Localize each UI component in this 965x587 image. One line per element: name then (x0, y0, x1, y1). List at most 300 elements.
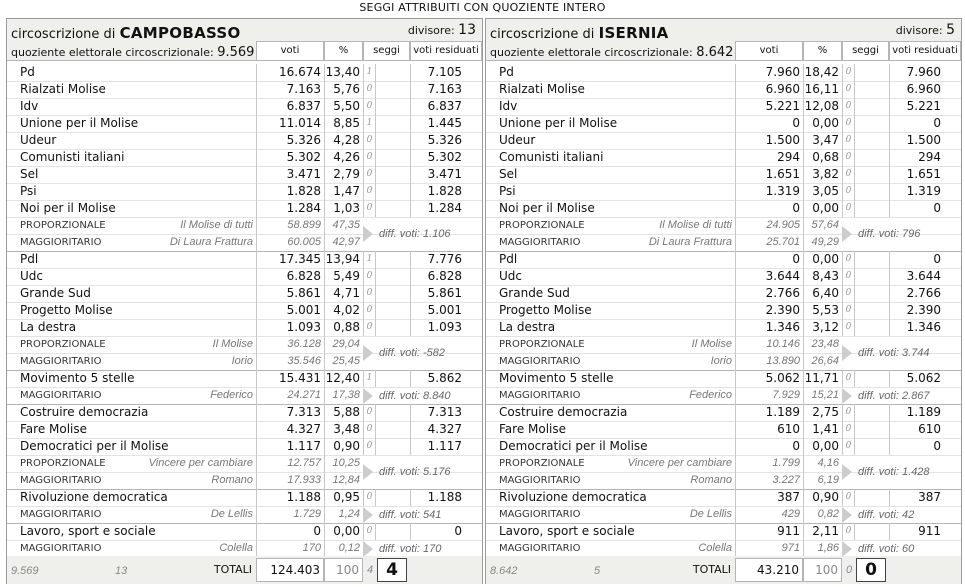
divisor-label: divisore: (895, 24, 947, 37)
seats-cell (842, 166, 889, 183)
coalition-type: MAGGIORITARIO (499, 543, 581, 554)
table-row (486, 370, 961, 387)
residual-votes: 911 (889, 523, 961, 540)
coalition-type: PROPORZIONALE (499, 339, 585, 350)
coalition-votes: 1.799 (735, 455, 803, 472)
coalition-label (7, 387, 256, 404)
votes-value: 3.644 (735, 268, 803, 285)
table-row (486, 149, 961, 166)
party-name: Rialzati Molise (20, 82, 106, 96)
table-row (7, 200, 482, 217)
seats-small: 0 (842, 489, 855, 506)
party-name: Rialzati Molise (499, 82, 585, 96)
seats-small: 0 (842, 302, 855, 319)
percent-value: 8,43 (803, 268, 842, 285)
party-name: Progetto Molise (499, 303, 592, 317)
seats-small: 0 (842, 421, 855, 438)
coalition-percent: 26,64 (803, 353, 842, 370)
party-name: Noi per il Molise (499, 201, 595, 215)
coalition-votes: 36.128 (256, 336, 324, 353)
percent-value: 13,40 (324, 64, 363, 81)
table-row (486, 183, 961, 200)
percent-value: 12,40 (324, 370, 363, 387)
table-row (7, 251, 482, 268)
votes-value: 5.062 (735, 370, 803, 387)
party-name: Unione per il Molise (499, 116, 618, 130)
vote-difference (842, 387, 962, 404)
votes-value: 4.327 (256, 421, 324, 438)
seats-small: 0 (842, 98, 855, 115)
seats-cell (363, 132, 410, 149)
seats-cell (363, 149, 410, 166)
percent-value: 0,00 (324, 523, 363, 540)
residual-votes: 0 (410, 523, 482, 540)
coalition-type: MAGGIORITARIO (499, 475, 581, 486)
votes-value: 294 (735, 149, 803, 166)
vote-difference-text: diff. voti: 796 (858, 228, 921, 240)
percent-value: 3,05 (803, 183, 842, 200)
coalition-type: MAGGIORITARIO (20, 356, 102, 367)
party-name: La destra (499, 320, 556, 334)
panel-campobasso (6, 18, 483, 584)
residual-votes: 5.062 (889, 370, 961, 387)
percent-value: 1,03 (324, 200, 363, 217)
votes-value: 5.221 (735, 98, 803, 115)
coalition-votes: 60.005 (256, 234, 324, 251)
seats-small: 0 (363, 489, 376, 506)
votes-value: 5.001 (256, 302, 324, 319)
votes-value: 2.390 (735, 302, 803, 319)
table-row (486, 421, 961, 438)
percent-value: 0,88 (324, 319, 363, 336)
vote-difference (363, 387, 483, 404)
coalition-type: MAGGIORITARIO (499, 390, 581, 401)
residual-votes: 1.093 (410, 319, 482, 336)
party-name: Pdl (499, 252, 518, 266)
votes-value: 1.319 (735, 183, 803, 200)
totals-seats: 0 (856, 558, 886, 582)
column-header-residuati: voti residuati (889, 41, 961, 60)
coalition-label (7, 353, 256, 370)
table-row (486, 98, 961, 115)
coalition-candidate: Federico (210, 389, 253, 401)
coalition-percent: 17,38 (324, 387, 363, 404)
seats-small: 0 (363, 319, 376, 336)
quotient (11, 45, 254, 60)
coalition-percent: 0,12 (324, 540, 363, 557)
percent-value: 2,79 (324, 166, 363, 183)
party-name: Rivoluzione democratica (499, 490, 647, 504)
party-name: Pdl (20, 252, 39, 266)
table-row (7, 489, 482, 506)
coalition-votes: 24.271 (256, 387, 324, 404)
table-row (7, 183, 482, 200)
votes-value: 6.960 (735, 81, 803, 98)
coalition-votes: 13.890 (735, 353, 803, 370)
party-name: Udeur (499, 133, 536, 147)
percent-value: 4,28 (324, 132, 363, 149)
votes-value: 7.313 (256, 404, 324, 421)
seats-cell (363, 438, 410, 455)
seats-small: 0 (842, 438, 855, 455)
coalition-label (486, 217, 735, 234)
seats-cell (363, 200, 410, 217)
party-name: Udc (499, 269, 522, 283)
residual-votes: 0 (889, 251, 961, 268)
table-row (7, 115, 482, 132)
district-prefix: circoscrizione di (490, 27, 599, 42)
coalition-percent: 29,04 (324, 336, 363, 353)
seats-cell (363, 489, 410, 506)
divisor-label: divisore: (407, 24, 459, 37)
district-name: ISERNIA (598, 24, 669, 42)
residual-votes: 7.105 (410, 64, 482, 81)
votes-value: 6.837 (256, 98, 324, 115)
table-row (486, 251, 961, 268)
table-row (486, 268, 961, 285)
coalition-percent: 10,25 (324, 455, 363, 472)
party-name: Fare Molise (499, 422, 567, 436)
coalition-candidate: Il Molise (691, 338, 732, 350)
table-row (486, 166, 961, 183)
seats-cell (363, 115, 410, 132)
divisor (408, 22, 476, 38)
seats-cell (842, 183, 889, 200)
footer-quotient: 9.569 (11, 565, 39, 577)
vote-difference-text: diff. voti: 541 (379, 508, 442, 521)
percent-value: 18,42 (803, 64, 842, 81)
coalition-label (486, 234, 735, 251)
seats-small: 1 (363, 115, 376, 132)
residual-votes: 5.001 (410, 302, 482, 319)
residual-votes: 5.302 (410, 149, 482, 166)
table-row (7, 421, 482, 438)
coalition-percent: 12,84 (324, 472, 363, 489)
party-name: Comunisti italiani (20, 150, 125, 164)
coalition-candidate: Federico (689, 389, 732, 401)
seats-cell (842, 285, 889, 302)
seats-small: 0 (842, 64, 855, 81)
seats-cell (842, 98, 889, 115)
votes-value: 1.188 (256, 489, 324, 506)
percent-value: 4,02 (324, 302, 363, 319)
coalition-label (7, 455, 256, 472)
coalition-votes: 10.146 (735, 336, 803, 353)
seats-small: 0 (363, 200, 376, 217)
seats-small: 0 (363, 268, 376, 285)
votes-value: 1.651 (735, 166, 803, 183)
seats-cell (842, 438, 889, 455)
residual-votes: 6.960 (889, 81, 961, 98)
coalition-votes: 170 (256, 540, 324, 557)
party-name: Progetto Molise (20, 303, 113, 317)
residual-votes: 7.776 (410, 251, 482, 268)
residual-votes: 1.284 (410, 200, 482, 217)
residual-votes: 2.766 (889, 285, 961, 302)
seats-cell (363, 302, 410, 319)
seats-small: 0 (363, 81, 376, 98)
seats-cell (363, 268, 410, 285)
table-row (486, 132, 961, 149)
party-name: Democratici per il Molise (499, 439, 648, 453)
party-name: Fare Molise (20, 422, 88, 436)
coalition-label (486, 387, 735, 404)
seats-cell (363, 421, 410, 438)
coalition-votes: 17.933 (256, 472, 324, 489)
seats-cell (363, 64, 410, 81)
seats-small: 0 (842, 251, 855, 268)
coalition-label (7, 472, 256, 489)
residual-votes: 1.828 (410, 183, 482, 200)
party-name: Grande Sud (499, 286, 570, 300)
votes-value: 15.431 (256, 370, 324, 387)
totals-percent: 100 (803, 558, 842, 582)
table-row (7, 268, 482, 285)
percent-value: 3,12 (803, 319, 842, 336)
party-name: Costruire democrazia (20, 405, 149, 419)
votes-value: 3.471 (256, 166, 324, 183)
column-header-perc: % (803, 41, 842, 60)
column-header-perc: % (324, 41, 363, 60)
table-row (7, 64, 482, 81)
seats-cell (842, 421, 889, 438)
table-row (7, 319, 482, 336)
seats-small: 0 (842, 200, 855, 217)
party-name: Movimento 5 stelle (20, 371, 135, 385)
table-row (486, 302, 961, 319)
residual-votes: 5.861 (410, 285, 482, 302)
percent-value: 3,47 (803, 132, 842, 149)
coalition-percent: 25,45 (324, 353, 363, 370)
coalition-type: PROPORZIONALE (20, 458, 106, 469)
party-name: Psi (20, 184, 37, 198)
residual-votes: 0 (889, 200, 961, 217)
party-name: Idv (20, 99, 39, 113)
panel-isernia (485, 18, 962, 584)
seats-small: 0 (842, 370, 855, 387)
totals-footer (7, 556, 482, 584)
seats-cell (842, 268, 889, 285)
residual-votes: 1.346 (889, 319, 961, 336)
residual-votes: 7.960 (889, 64, 961, 81)
residual-votes: 1.189 (889, 404, 961, 421)
seats-small: 0 (842, 166, 855, 183)
votes-value: 1.284 (256, 200, 324, 217)
seats-cell (842, 64, 889, 81)
percent-value: 0,00 (803, 200, 842, 217)
seats-small: 0 (363, 98, 376, 115)
residual-votes: 2.390 (889, 302, 961, 319)
divisor (896, 22, 955, 38)
totals-percent: 100 (324, 558, 363, 582)
party-name: Psi (499, 184, 516, 198)
coalition-votes: 35.546 (256, 353, 324, 370)
votes-value: 11.014 (256, 115, 324, 132)
footer-divisor: 13 (115, 565, 128, 577)
district-title (490, 24, 669, 44)
table-row (7, 523, 482, 540)
totals-label: TOTALI (213, 563, 252, 576)
coalition-candidate: Il Molise di tutti (180, 219, 253, 231)
votes-value: 911 (735, 523, 803, 540)
seats-cell (842, 489, 889, 506)
table-row (486, 115, 961, 132)
coalition-candidate: Iorio (231, 355, 253, 367)
votes-value: 7.960 (735, 64, 803, 81)
table-row (486, 404, 961, 421)
residual-votes: 3.644 (889, 268, 961, 285)
percent-value: 13,94 (324, 251, 363, 268)
residual-votes: 7.163 (410, 81, 482, 98)
coalition-type: MAGGIORITARIO (499, 356, 581, 367)
residual-votes: 610 (889, 421, 961, 438)
votes-value: 5.861 (256, 285, 324, 302)
seats-small: 1 (363, 370, 376, 387)
vote-difference (363, 217, 483, 251)
seats-cell (363, 183, 410, 200)
seats-small: 0 (842, 404, 855, 421)
coalition-percent: 57,64 (803, 217, 842, 234)
party-name: Comunisti italiani (499, 150, 604, 164)
seats-small: 0 (842, 132, 855, 149)
coalition-label (7, 506, 256, 523)
party-name: Sel (499, 167, 518, 181)
totals-seats-small: 4 (367, 564, 374, 576)
percent-value: 4,26 (324, 149, 363, 166)
header-divider (7, 60, 482, 61)
coalition-label (7, 540, 256, 557)
table-row (7, 81, 482, 98)
seats-cell (363, 166, 410, 183)
coalition-candidate: Romano (211, 474, 253, 486)
percent-value: 0,90 (324, 438, 363, 455)
votes-value: 0 (256, 523, 324, 540)
coalition-percent: 1,24 (324, 506, 363, 523)
table-row (486, 81, 961, 98)
percent-value: 11,71 (803, 370, 842, 387)
party-name: Movimento 5 stelle (499, 371, 614, 385)
seats-cell (363, 523, 410, 540)
vote-difference-text: diff. voti: -582 (379, 347, 446, 359)
table-row (486, 285, 961, 302)
vote-difference (363, 540, 483, 557)
votes-value: 0 (735, 251, 803, 268)
seats-small: 0 (363, 438, 376, 455)
seats-cell (842, 319, 889, 336)
vote-difference (363, 336, 483, 370)
party-name: Udeur (20, 133, 57, 147)
coalition-percent: 23,48 (803, 336, 842, 353)
party-name: Udc (20, 269, 43, 283)
seats-small: 1 (363, 251, 376, 268)
coalition-percent: 15,21 (803, 387, 842, 404)
residual-votes: 1.117 (410, 438, 482, 455)
seats-cell (842, 302, 889, 319)
coalition-label (486, 336, 735, 353)
percent-value: 0,68 (803, 149, 842, 166)
seats-small: 0 (363, 132, 376, 149)
percent-value: 5,88 (324, 404, 363, 421)
percent-value: 0,00 (803, 115, 842, 132)
divisor-value: 13 (458, 22, 476, 38)
votes-value: 5.302 (256, 149, 324, 166)
coalition-type: MAGGIORITARIO (20, 237, 102, 248)
percent-value: 0,00 (803, 251, 842, 268)
percent-value: 3,82 (803, 166, 842, 183)
column-header-seggi: seggi (842, 41, 889, 60)
footer-quotient: 8.642 (490, 565, 518, 577)
seats-small: 0 (363, 302, 376, 319)
coalition-candidate: Vincere per cambiare (627, 457, 732, 469)
coalition-type: MAGGIORITARIO (499, 237, 581, 248)
quotient (490, 45, 733, 60)
table-row (486, 64, 961, 81)
coalition-label (7, 234, 256, 251)
coalition-percent: 4,16 (803, 455, 842, 472)
votes-value: 6.828 (256, 268, 324, 285)
district-prefix: circoscrizione di (11, 27, 120, 42)
seats-cell (842, 115, 889, 132)
coalition-candidate: Il Molise di tutti (659, 219, 732, 231)
seats-cell (842, 251, 889, 268)
votes-value: 1.093 (256, 319, 324, 336)
residual-votes: 0 (889, 438, 961, 455)
coalition-label (486, 506, 735, 523)
district-name: CAMPOBASSO (119, 24, 241, 42)
percent-value: 16,11 (803, 81, 842, 98)
seats-cell (363, 98, 410, 115)
party-name: Unione per il Molise (20, 116, 139, 130)
coalition-percent: 49,29 (803, 234, 842, 251)
table-row (7, 132, 482, 149)
percent-value: 1,41 (803, 421, 842, 438)
coalition-candidate: Colella (219, 542, 253, 554)
residual-votes: 5.326 (410, 132, 482, 149)
vote-difference (363, 506, 483, 523)
residual-votes: 1.319 (889, 183, 961, 200)
coalition-label (486, 540, 735, 557)
votes-value: 610 (735, 421, 803, 438)
coalition-candidate: De Lellis (689, 508, 732, 520)
party-name: Pd (499, 65, 514, 79)
table-row (7, 98, 482, 115)
seats-small: 0 (363, 166, 376, 183)
party-name: Sel (20, 167, 39, 181)
column-header-voti: voti (735, 41, 803, 60)
votes-value: 17.345 (256, 251, 324, 268)
coalition-label (486, 353, 735, 370)
coalition-label (7, 217, 256, 234)
percent-value: 5,53 (803, 302, 842, 319)
votes-value: 16.674 (256, 64, 324, 81)
coalition-percent: 0,82 (803, 506, 842, 523)
seats-cell (842, 404, 889, 421)
coalition-candidate: Di Laura Frattura (648, 236, 732, 248)
seats-cell (842, 149, 889, 166)
totals-seats: 4 (377, 558, 407, 582)
table-row (7, 404, 482, 421)
coalition-votes: 24.905 (735, 217, 803, 234)
party-name: Rivoluzione democratica (20, 490, 168, 504)
party-name: Lavoro, sport e sociale (20, 524, 156, 538)
page-title: SEGGI ATTRIBUITI CON QUOZIENTE INTERO (359, 1, 606, 14)
vote-difference-text: diff. voti: 170 (379, 542, 442, 555)
votes-value: 1.117 (256, 438, 324, 455)
residual-votes: 1.445 (410, 115, 482, 132)
vote-difference (842, 336, 962, 370)
vote-difference (842, 217, 962, 251)
votes-value: 2.766 (735, 285, 803, 302)
